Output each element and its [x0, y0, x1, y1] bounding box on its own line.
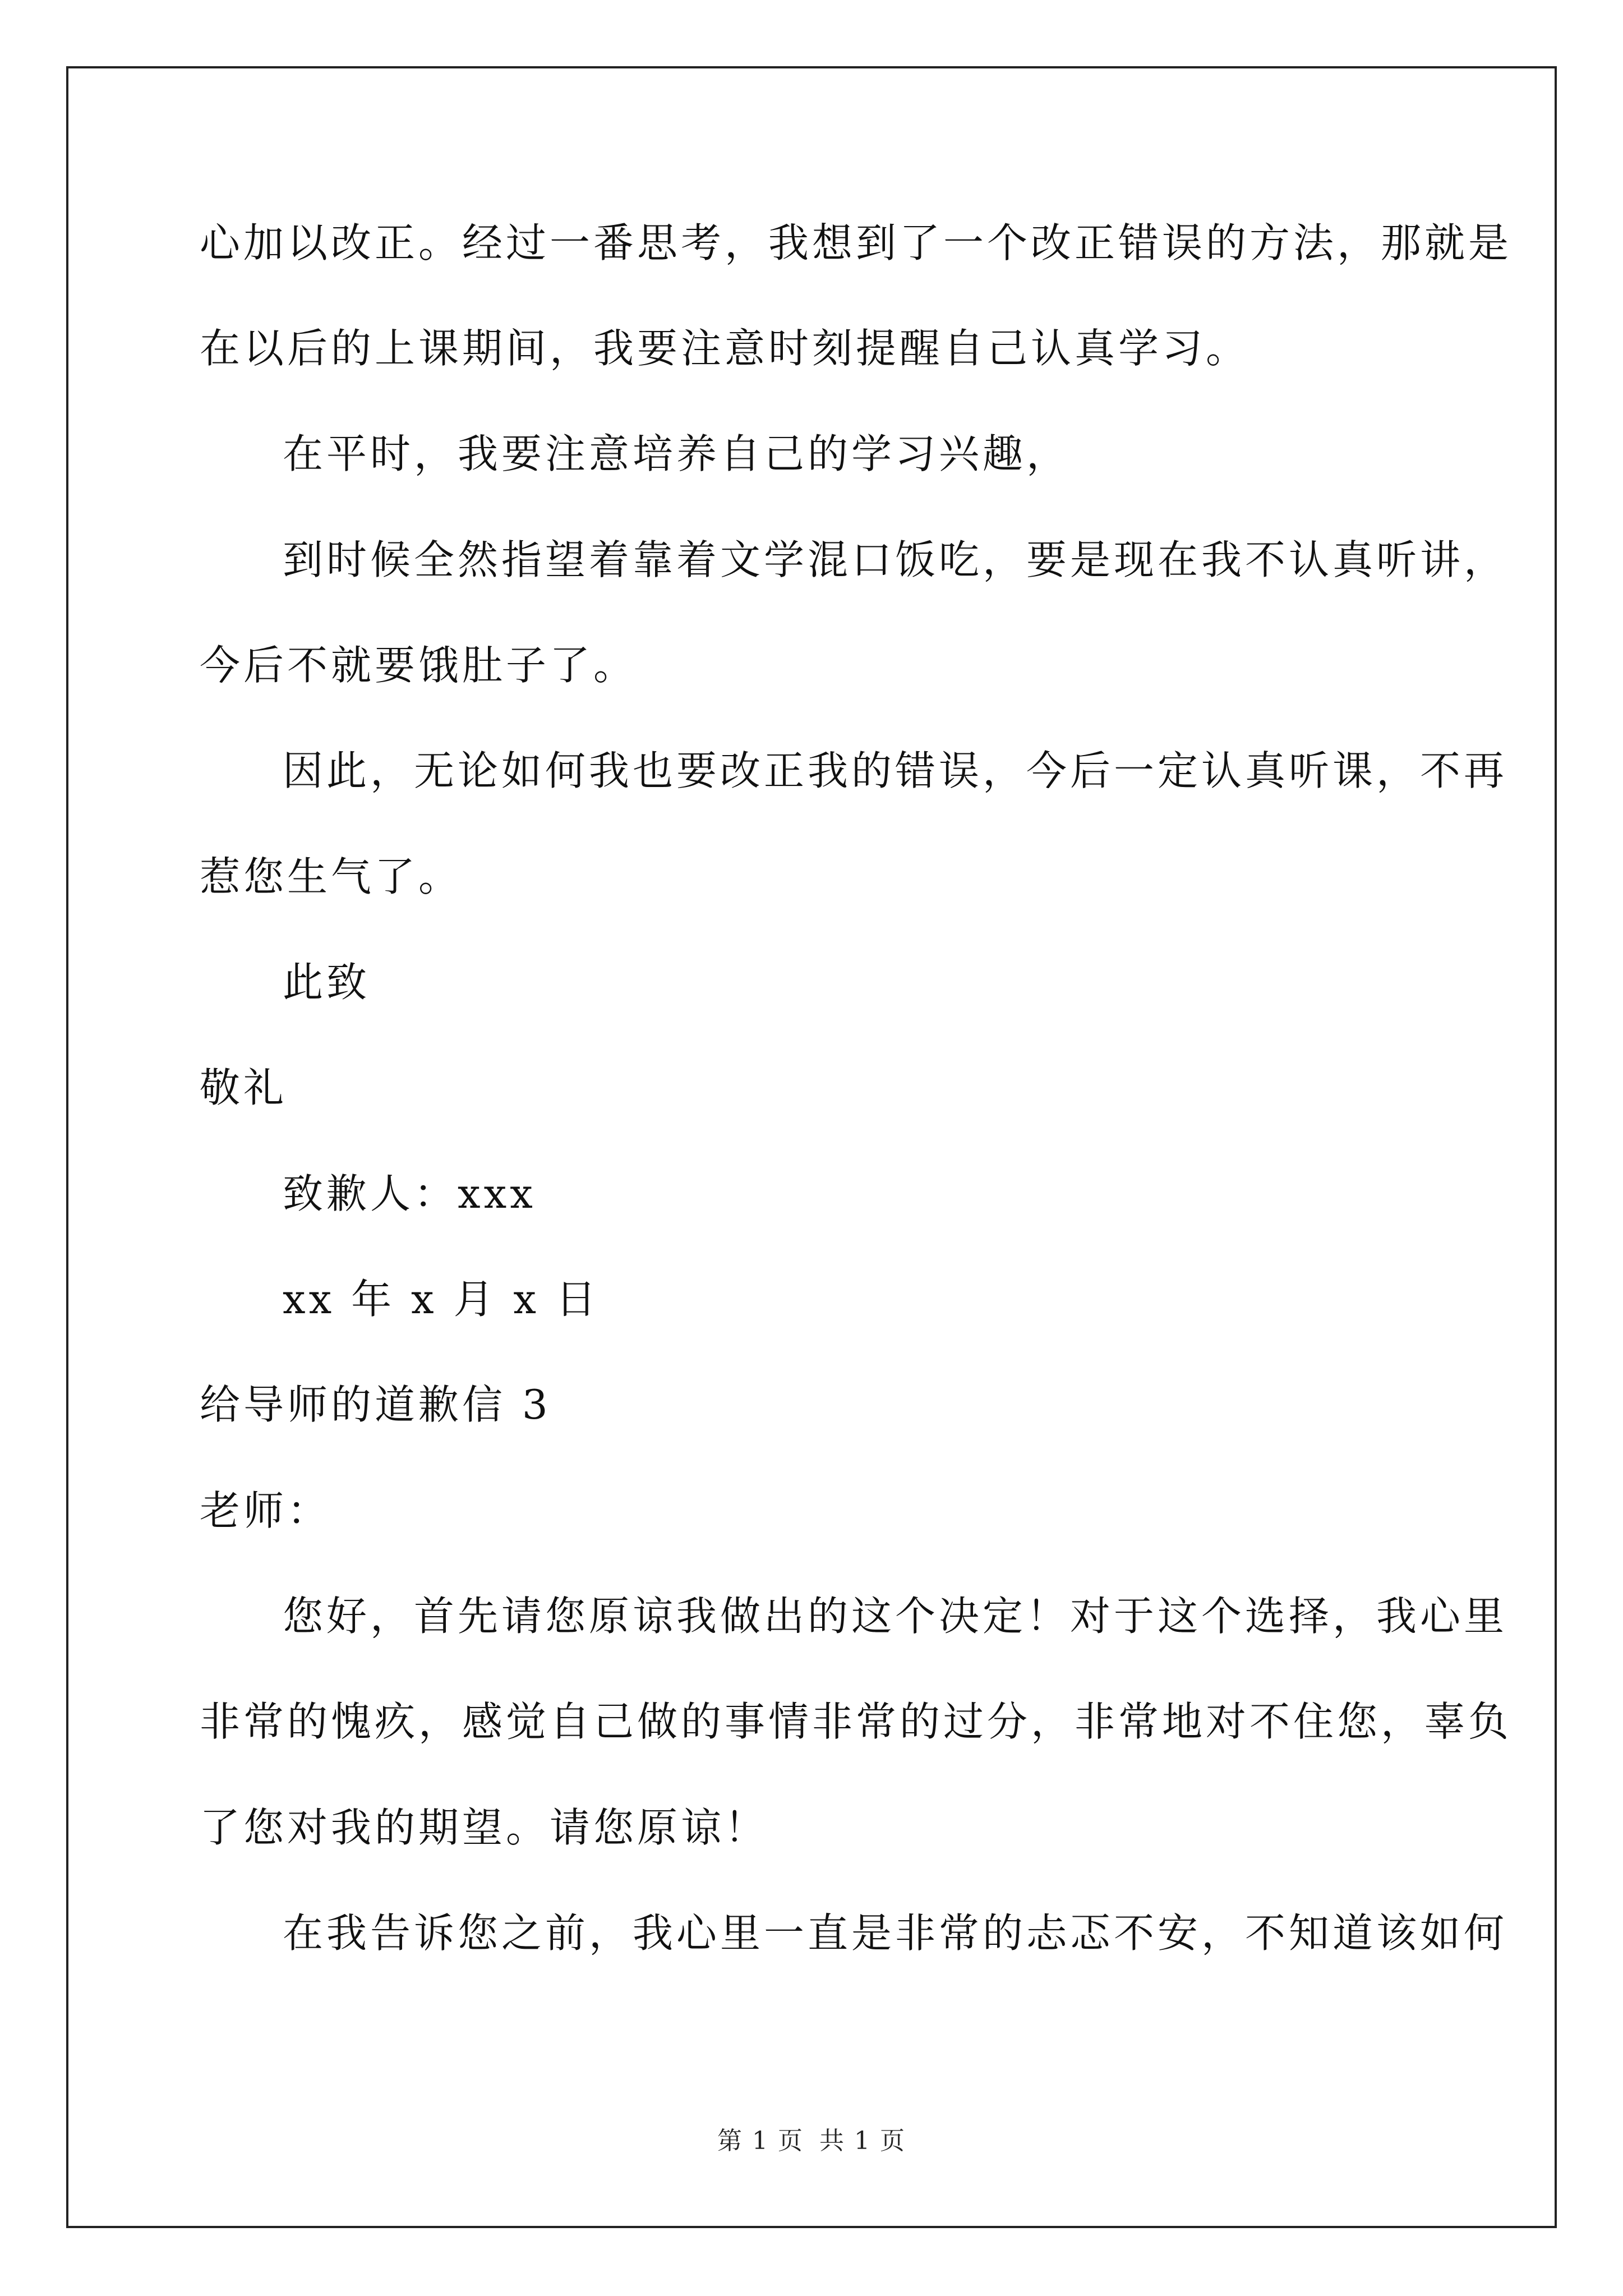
paragraph-line: 非常的愧疚，感觉自己做的事情非常的过分，非常地对不住您，辜负	[200, 1698, 1513, 1745]
paragraph-line: 惹您生气了。	[200, 853, 463, 900]
signature-line: 致歉人：xxx	[283, 1170, 536, 1217]
paragraph-line: 在我告诉您之前，我心里一直是非常的忐忑不安，不知道该如何	[283, 1910, 1508, 1957]
paragraph-line: 心加以改正。经过一番思考，我想到了一个改正错误的方法，那就是	[200, 219, 1513, 266]
closing-regards: 敬礼	[200, 1064, 288, 1111]
paragraph-line: 在平时，我要注意培养自己的学习兴趣，	[283, 430, 1071, 477]
paragraph-line: 您好，首先请您原谅我做出的这个决定！对于这个选择，我心里	[283, 1593, 1508, 1640]
paragraph-line: 在以后的上课期间，我要注意时刻提醒自己认真学习。	[200, 325, 1250, 372]
page-footer	[0, 2120, 1623, 2156]
greeting-line: 老师：	[200, 1487, 331, 1534]
paragraph-line: 因此，无论如何我也要改正我的错误，今后一定认真听课，不再	[283, 747, 1508, 794]
page-number: 第 1 页	[717, 2127, 804, 2155]
date-line: xx 年 x 月 x 日	[283, 1276, 600, 1323]
closing-salutation: 此致	[283, 959, 371, 1006]
paragraph-line: 了您对我的期望。请您原谅！	[200, 1804, 769, 1851]
paragraph-line: 今后不就要饿肚子了。	[200, 642, 638, 689]
page-border	[66, 66, 1557, 2228]
paragraph-line: 到时候全然指望着靠着文学混口饭吃，要是现在我不认真听讲，	[283, 536, 1508, 583]
page-total: 共 1 页	[819, 2127, 906, 2155]
section-heading: 给导师的道歉信 3	[200, 1381, 551, 1428]
